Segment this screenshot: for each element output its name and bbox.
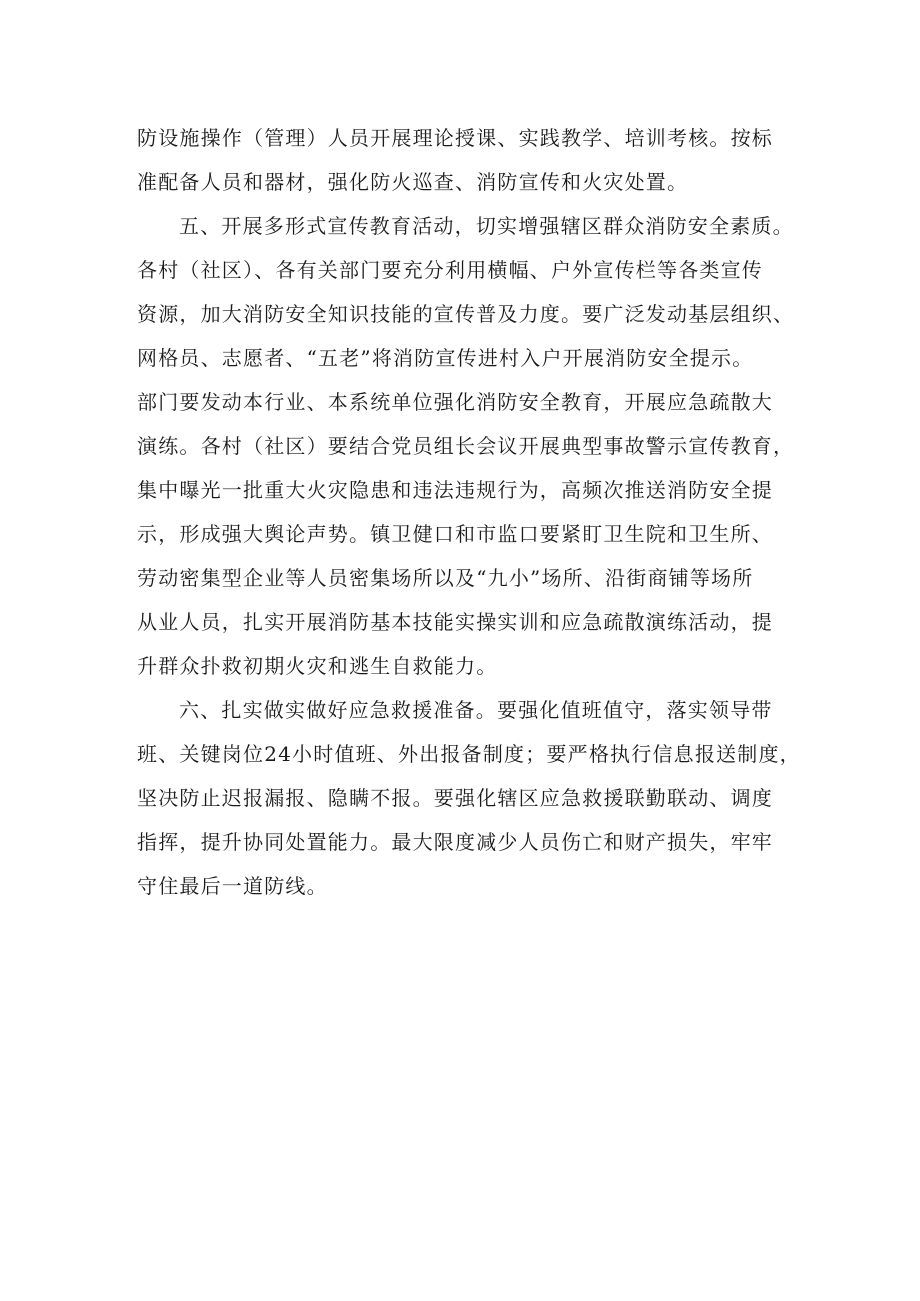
text-line: 演练。各村（社区）要结合党员组长会议开展典型事故警示宣传教育，	[137, 434, 795, 458]
paragraph-section-six	[137, 688, 801, 908]
document-body	[137, 116, 801, 908]
text-line: 各村（社区）、各有关部门要充分利用横幅、户外宣传栏等各类宣传	[137, 258, 763, 282]
text-line: 部门要发动本行业、本系统单位强化消防安全教育，开展应急疏散大	[137, 390, 773, 414]
text-line: 资源，加大消防安全知识技能的宣传普及力度。要广泛发动基层组织、	[137, 302, 795, 326]
text-line: 准配备人员和器材，强化防火巡查、消防宣传和火灾处置。	[137, 170, 689, 194]
text-line: 从业人员，扎实开展消防基本技能实操实训和应急疏散演练活动，提	[137, 610, 773, 634]
text-line: 坚决防止迟报漏报、隐瞒不报。要强化辖区应急救援联勤联动、调度	[137, 786, 773, 810]
text-line: 网格员、志愿者、“五老”将消防宣传进村入户开展消防安全提示。	[137, 346, 754, 370]
text-line: 集中曝光一批重大火灾隐患和违法违规行为，高频次推送消防安全提	[137, 478, 773, 502]
text-line: 防设施操作（管理）人员开展理论授课、实践教学、培训考核。按标	[137, 126, 773, 150]
text-line: 升群众扑救初期火灾和逃生自救能力。	[137, 654, 498, 678]
paragraph-training-continuation	[137, 116, 797, 204]
section-five-heading-line: 五、开展多形式宣传教育活动，切实增强辖区群众消防安全素质。	[179, 214, 794, 238]
paragraph-section-five	[137, 204, 797, 688]
text-line: 劳动密集型企业等人员密集场所以及“九小”场所、沿街商铺等场所	[137, 566, 754, 590]
text-line: 守住最后一道防线。	[137, 874, 328, 898]
text-line: 指挥，提升协同处置能力。最大限度减少人员伤亡和财产损失，牢牢	[137, 830, 773, 854]
text-line: 班、关键岗位24小时值班、外出报备制度；要严格执行信息报送制度，	[137, 742, 801, 766]
section-six-heading-line: 六、扎实做实做好应急救援准备。要强化值班值守，落实领导带	[179, 698, 773, 722]
text-line: 示，形成强大舆论声势。镇卫健口和市监口要紧盯卫生院和卫生所、	[137, 522, 773, 546]
